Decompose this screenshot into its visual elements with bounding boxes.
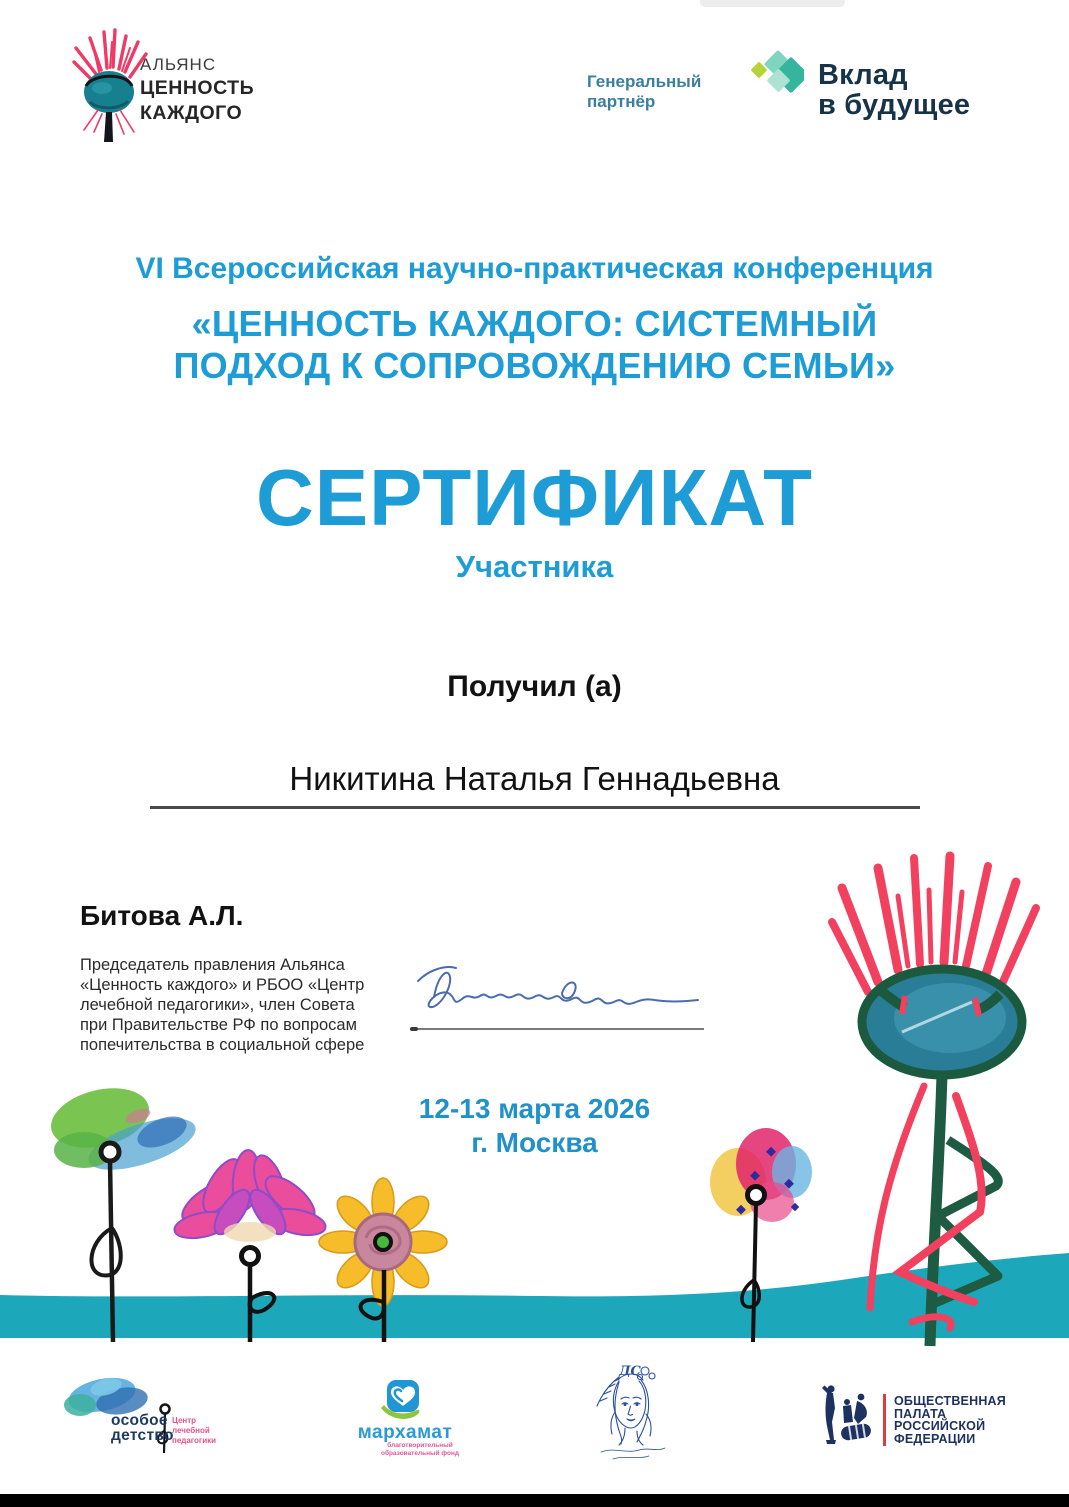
signer-name: Битова А.Л. (80, 900, 244, 931)
event-dates: 12-13 марта 2026 (418, 1093, 651, 1124)
osoboe-subtitle: Центр лечебной педагогики (172, 1416, 217, 1445)
flowers-decoration (0, 850, 1069, 1350)
sunflower-icon (319, 1178, 447, 1342)
alliance-line2: ЦЕННОСТЬ (140, 77, 255, 99)
conference-title-line1: «ЦЕННОСТЬ КАЖДОГО: СИСТЕМНЫЙ (191, 303, 878, 344)
alliance-logo-text (140, 56, 254, 128)
face-lineart-logo (585, 1360, 680, 1472)
vklad-logo-text (818, 60, 970, 120)
event-city: г. Москва (471, 1127, 598, 1158)
alliance-line3: КАЖДОГО (140, 101, 243, 124)
watercolor-flower-red-icon (710, 1128, 812, 1342)
recipient-name: Никитина Наталья Геннадьевна (289, 760, 780, 797)
osoboe-detstvo-logo (60, 1365, 350, 1465)
screen-artifact (700, 0, 845, 7)
osoboe-line1: особое (111, 1412, 168, 1429)
certificate-subtitle: Участника (455, 549, 614, 584)
conference-title (0, 303, 1069, 387)
partner-label-line1: Генеральный (587, 72, 702, 91)
vklad-diamond-logo-icon (748, 46, 804, 106)
recipient-name-underline (150, 806, 920, 809)
oprf-statue-icon (816, 1382, 880, 1452)
osoboe-name (111, 1413, 174, 1443)
conference-subtitle: VI Всероссийская научно-практическая конференция (135, 252, 934, 285)
recipient-label: Получил (а) (447, 670, 622, 703)
face-logo-initials: ДС (619, 1364, 641, 1379)
osoboe-line2: детство (111, 1427, 174, 1444)
alliance-line1: АЛЬЯНС (140, 55, 217, 74)
vklad-line2: в будущее (818, 89, 971, 121)
bottom-black-bar (0, 1494, 1069, 1507)
marker-thistle-icon (832, 856, 1036, 1346)
marhamat-name: мархамат (357, 1422, 453, 1443)
vklad-line1: Вклад (818, 59, 908, 91)
watercolor-flower-green-icon (45, 1079, 202, 1342)
oprf-name: ОБЩЕСТВЕННАЯ ПАЛАТА РОССИЙСКОЙ ФЕДЕРАЦИИ (894, 1394, 1006, 1446)
marhamat-heart-icon (379, 1380, 423, 1424)
certificate-title: СЕРТИФИКАТ (255, 453, 814, 542)
oprf-divider (883, 1394, 886, 1446)
general-partner-label (587, 72, 701, 112)
crayon-flower-pink-icon (172, 1149, 328, 1342)
marhamat-subtitle: благотворительный образовательный фонд (380, 1442, 460, 1457)
conference-title-line2: ПОДХОД К СОПРОВОЖДЕНИЮ СЕМЬИ» (173, 345, 896, 386)
marhamat-logo (345, 1380, 465, 1456)
oprf-logo (810, 1378, 1020, 1454)
partner-label-line2: партнёр (587, 92, 656, 111)
signer-description: Председатель правления Альянса «Ценность каждого» и РБОО «Центр лечебной педагогики», член Совета при Правительстве РФ по вопросам попечительства в социальной сфере (80, 956, 365, 1054)
